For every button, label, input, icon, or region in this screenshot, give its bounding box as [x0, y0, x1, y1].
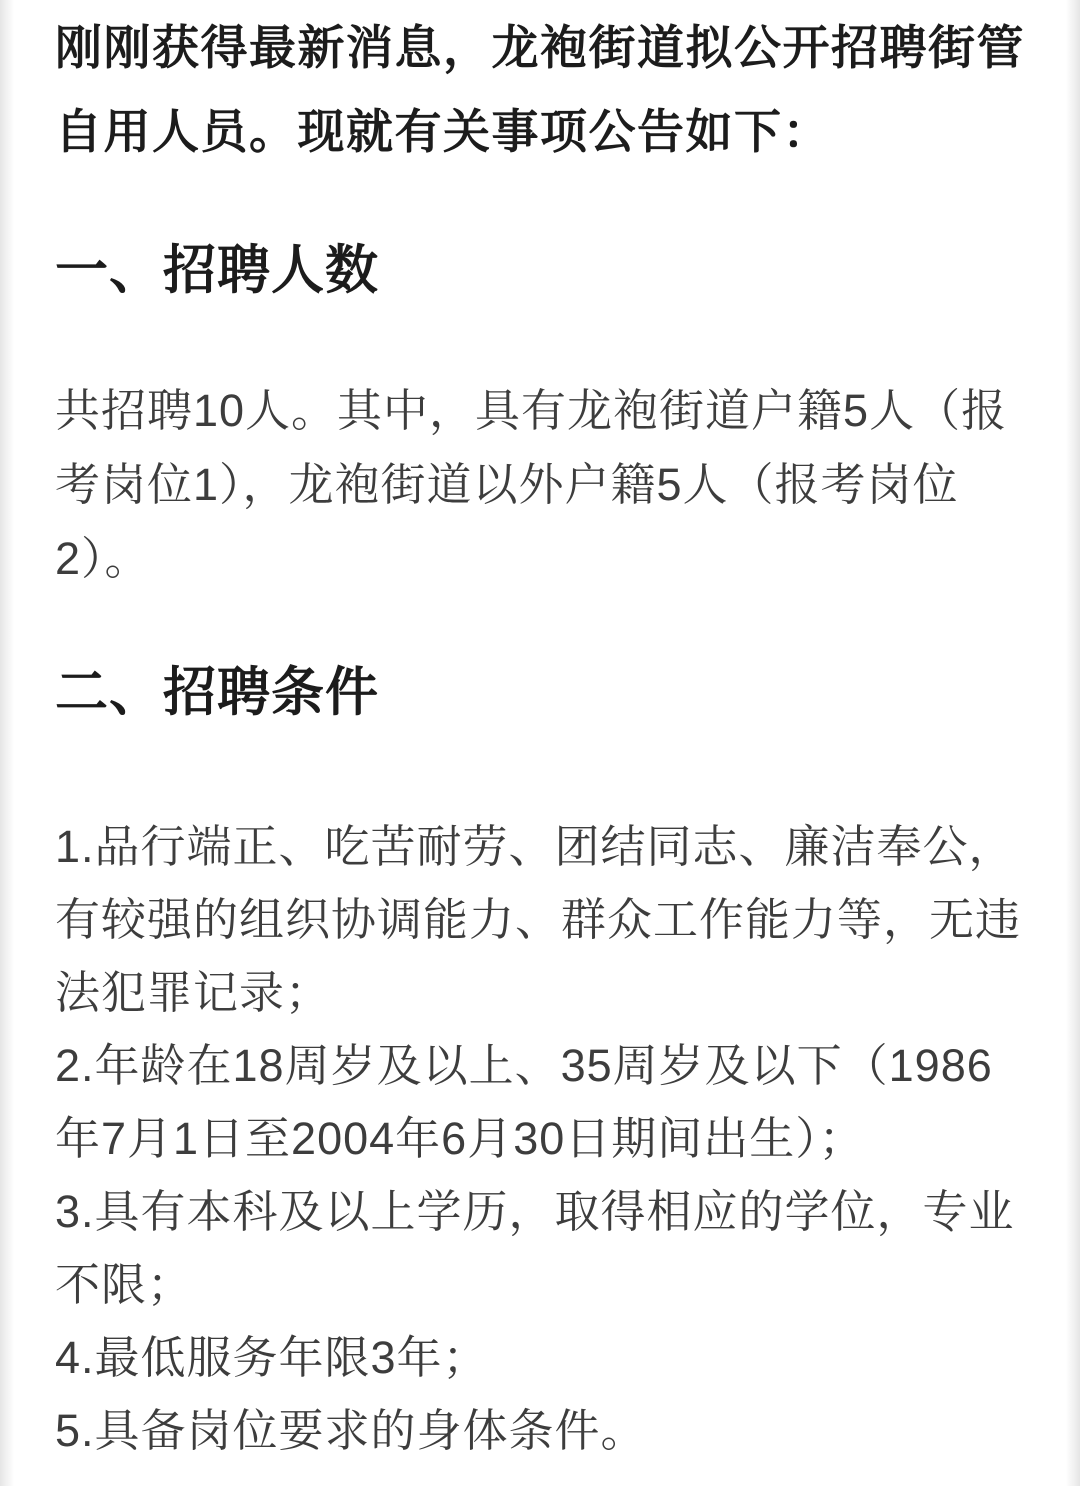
- text-line: 5.具备岗位要求的身体条件。: [55, 1405, 647, 1456]
- text-line: 自用人员。现就有关事项公告如下：: [55, 105, 831, 158]
- text-line: 考岗位1），龙袍街道以外户籍5人（报考岗位: [55, 459, 959, 510]
- section-2-heading: 二、招聘条件: [55, 663, 379, 722]
- text-line: 法犯罪记录；: [55, 967, 332, 1018]
- text-line: 3.具有本科及以上学历，取得相应的学位，专业: [55, 1186, 1015, 1237]
- section-2-paragraph: [55, 810, 1025, 1467]
- text-line: 2.年龄在18周岁及以上、35周岁及以下（1986: [55, 1040, 993, 1091]
- text-line: 不限；: [55, 1259, 194, 1310]
- section-1-heading: 一、招聘人数: [55, 241, 379, 300]
- text-line: 刚刚获得最新消息，龙袍街道拟公开招聘街管: [55, 21, 1025, 74]
- text-line: 有较强的组织协调能力、群众工作能力等，无违: [55, 894, 1022, 945]
- recruitment-announcement: [55, 6, 1025, 1467]
- section-1-paragraph: [55, 374, 1025, 596]
- text-line: 1.品行端正、吃苦耐劳、团结同志、廉洁奉公，: [55, 821, 1015, 872]
- text-line: 4.最低服务年限3年；: [55, 1332, 489, 1383]
- intro-paragraph: [55, 6, 1025, 174]
- text-line: 年7月1日至2004年6月30日期间出生）；: [55, 1113, 865, 1164]
- text-line: 共招聘10人。其中，具有龙袍街道户籍5人（报: [55, 385, 1008, 436]
- text-line: 2）。: [55, 533, 151, 584]
